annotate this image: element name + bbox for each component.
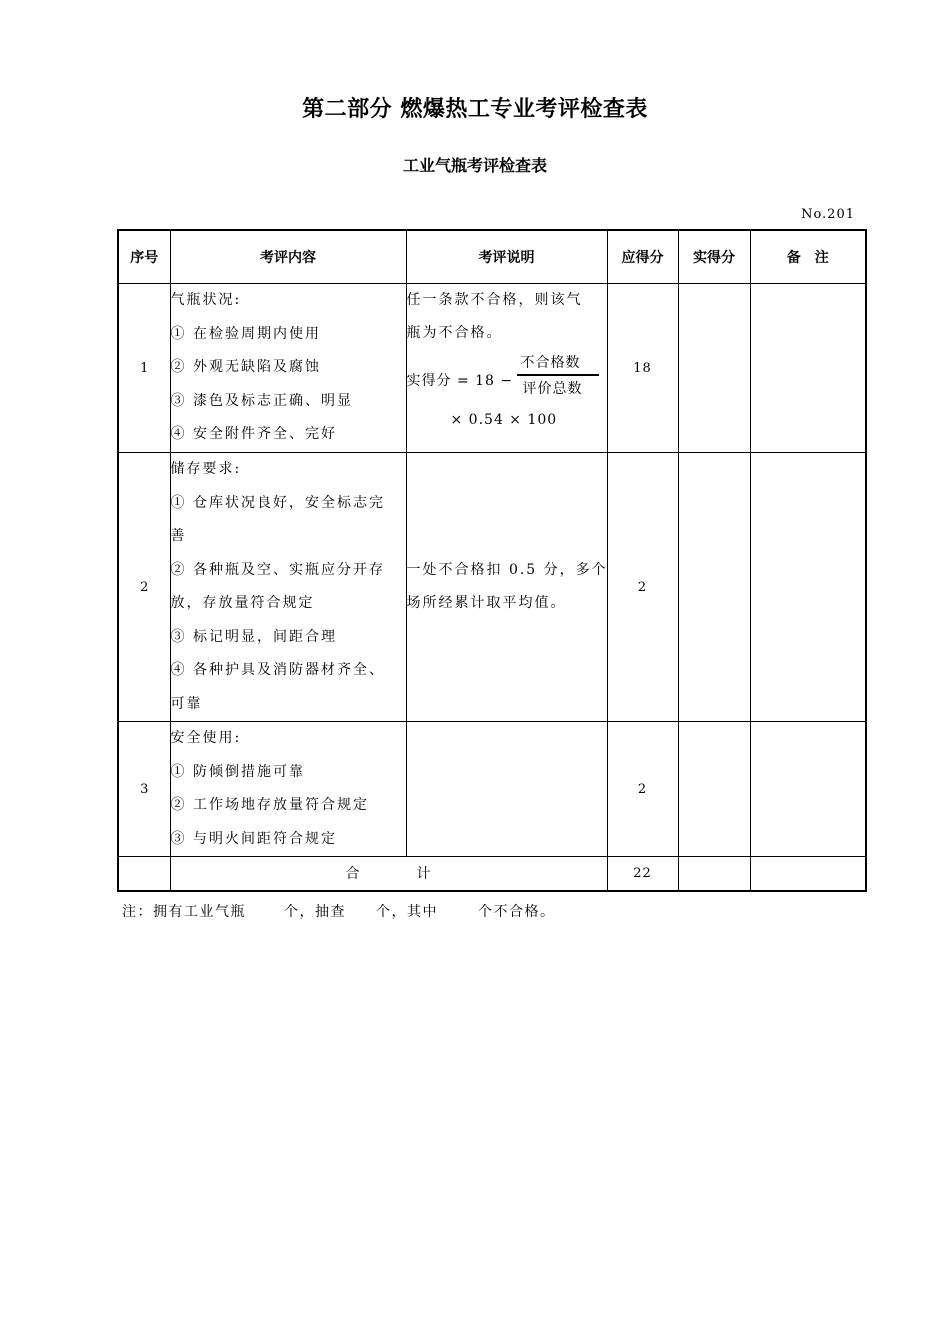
- evaluation-table: [117, 229, 867, 892]
- content-line: ④ 安全附件齐全、完好: [170, 426, 337, 442]
- content-line: ① 在检验周期内使用: [170, 325, 321, 342]
- page-title: 第二部分 燃爆热工专业考评检查表: [302, 97, 648, 122]
- row-score: 18: [607, 284, 678, 453]
- footnote-part1: 注：拥有工业气瓶: [122, 904, 246, 920]
- content-line: ① 仓库状况良好，安全标志完: [170, 494, 385, 511]
- row-explain: [406, 284, 607, 453]
- row-remark[interactable]: [750, 284, 866, 453]
- total-label-right: 计: [416, 866, 432, 883]
- header-actual: 实得分: [678, 230, 750, 284]
- formula-numerator: 不合格数: [520, 355, 581, 371]
- header-content: 考评内容: [170, 230, 406, 284]
- footnote-part3: 个，其中: [376, 904, 438, 920]
- explain-line: 一处不合格扣 0.5 分，多个: [406, 562, 608, 578]
- row-content: [170, 284, 406, 453]
- row-explain: [406, 722, 607, 857]
- row-explain: [406, 453, 607, 722]
- row-score: 2: [607, 453, 678, 722]
- formula-denominator: 评价总数: [522, 381, 583, 397]
- row-content: [170, 722, 406, 857]
- header-remark: 备 注: [750, 230, 866, 284]
- content-line: 气瓶状况:: [170, 292, 242, 308]
- row-number: 1: [118, 284, 170, 453]
- content-line: 可靠: [170, 695, 203, 712]
- row-remark[interactable]: [750, 453, 866, 722]
- fraction-bar: [517, 374, 599, 376]
- row-actual-score[interactable]: [678, 284, 750, 453]
- row-score: 2: [607, 722, 678, 857]
- document-number: No.201: [801, 207, 855, 222]
- explain-line: 任一条款不合格，则该气: [406, 292, 583, 308]
- content-line: ② 外观无缺陷及腐蚀: [170, 359, 321, 375]
- explain-line: 场所经累计取平均值。: [406, 595, 567, 611]
- content-line: ② 工作场地存放量符合规定: [170, 797, 369, 813]
- row-number: 3: [118, 722, 170, 857]
- row-actual-score[interactable]: [678, 453, 750, 722]
- content-line: ④ 各种护具及消防器材齐全、: [170, 662, 385, 678]
- row-remark[interactable]: [750, 722, 866, 857]
- total-score: 22: [607, 857, 678, 891]
- content-line: ③ 标记明显，间距合理: [170, 628, 337, 645]
- total-row: [118, 857, 866, 891]
- score-formula: [407, 350, 607, 412]
- table-row: [118, 284, 866, 453]
- content-line: ③ 漆色及标志正确、明显: [170, 392, 353, 409]
- header-no: 序号: [118, 230, 170, 284]
- content-line: 储存要求:: [170, 461, 242, 477]
- table-header-row: [118, 230, 866, 284]
- footnote-part4: 个不合格。: [478, 904, 556, 920]
- content-line: ② 各种瓶及空、实瓶应分开存: [170, 561, 385, 578]
- content-line: 放，存放量符合规定: [170, 595, 315, 611]
- content-line: 善: [170, 528, 187, 544]
- form-subtitle: 工业气瓶考评检查表: [402, 156, 547, 175]
- total-remark[interactable]: [750, 857, 866, 891]
- total-actual-score[interactable]: [678, 857, 750, 891]
- footnote: [122, 901, 556, 921]
- content-line: 安全使用:: [170, 730, 242, 746]
- header-explain: 考评说明: [406, 230, 607, 284]
- row-content: [170, 453, 406, 722]
- formula-tail: × 0.54 × 100: [450, 412, 558, 428]
- total-label: [170, 857, 607, 891]
- table-row: [118, 453, 866, 722]
- total-label-left: 合: [345, 866, 361, 883]
- content-line: ① 防倾倒措施可靠: [170, 763, 305, 780]
- formula-lhs: 实得分 = 18 −: [406, 373, 514, 389]
- content-line: ③ 与明火间距符合规定: [170, 830, 337, 847]
- header-score: 应得分: [607, 230, 678, 284]
- total-no-cell: [118, 857, 170, 891]
- footnote-part2: 个，抽查: [284, 904, 346, 920]
- row-number: 2: [118, 453, 170, 722]
- table-row: [118, 722, 866, 857]
- explain-line: 瓶为不合格。: [406, 325, 503, 341]
- row-actual-score[interactable]: [678, 722, 750, 857]
